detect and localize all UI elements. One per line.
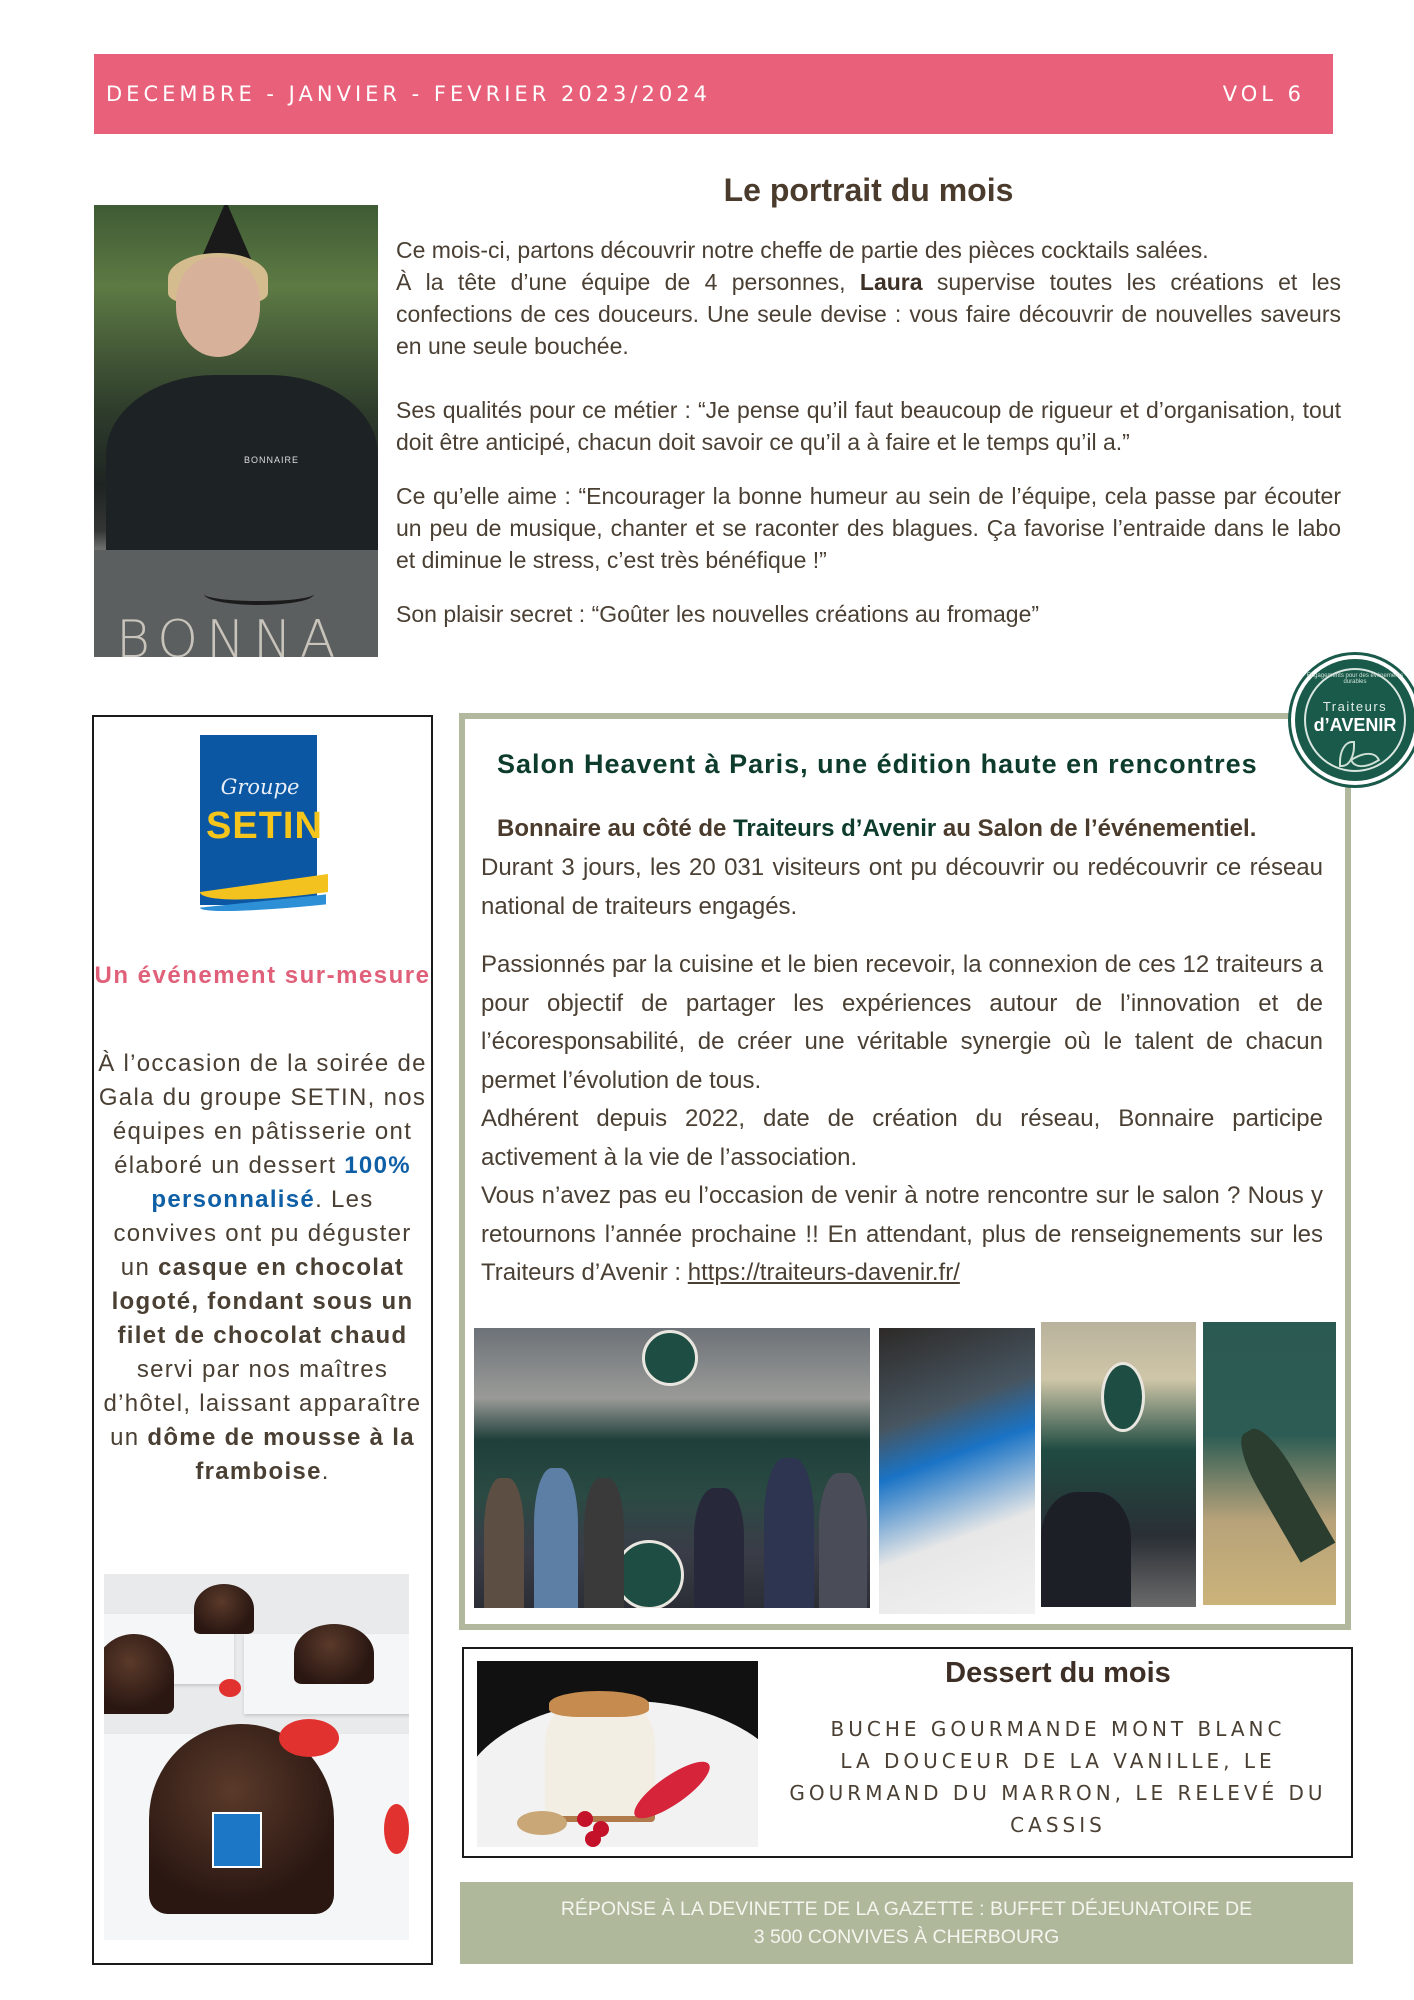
chef-name: Laura bbox=[859, 269, 923, 295]
traiteurs-davenir-link[interactable]: https://traiteurs-davenir.fr/ bbox=[687, 1259, 960, 1286]
traiteurs-davenir-badge bbox=[1295, 659, 1414, 781]
portrait-photo bbox=[94, 205, 378, 657]
portrait-title: Le portrait du mois bbox=[723, 172, 1014, 208]
intro-text-rest: supervise toutes les créations et les confections de ces douceurs. Une seule devise : vous faire découvrir de nouvelles saveurs en une seule bouchée. bbox=[396, 269, 1341, 359]
jacket-logo: BONNAIRE bbox=[244, 455, 300, 465]
bottle-shape bbox=[1231, 1421, 1336, 1562]
logo-groupe-text: Groupe bbox=[220, 775, 300, 799]
person-shape bbox=[584, 1478, 624, 1608]
avenir-sign bbox=[1101, 1362, 1145, 1432]
strawberry bbox=[279, 1719, 339, 1757]
portrait-secret: Son plaisir secret : “Goûter les nouvelles créations au fromage” bbox=[396, 601, 1040, 627]
badge-line2: d’AVENIR bbox=[1313, 715, 1397, 735]
helmet-shape bbox=[104, 1634, 174, 1714]
dessert-description bbox=[764, 1713, 1352, 1841]
badge-line1: Traiteurs bbox=[1322, 699, 1388, 714]
salon-subtitle bbox=[497, 815, 1317, 843]
salon-paragraph: Durant 3 jours, les 20 031 visiteurs ont pu découvrir ou redécouvrir ce réseau national de traiteurs engagés. bbox=[481, 854, 1323, 920]
salon-photo-canapes bbox=[879, 1328, 1035, 1614]
helmet-shape bbox=[194, 1584, 254, 1634]
person-shape bbox=[1041, 1492, 1131, 1607]
setin-highlight: 100% personnalisé bbox=[151, 1152, 411, 1213]
person-shape bbox=[694, 1488, 744, 1608]
subtitle-highlight: Traiteurs d’Avenir bbox=[733, 815, 937, 842]
avenir-sign bbox=[642, 1330, 698, 1386]
groupe-setin-logo bbox=[200, 735, 322, 917]
intro-text: À la tête d’une équipe de 4 personnes, bbox=[396, 269, 860, 295]
setin-text-part: . bbox=[321, 1458, 330, 1485]
dessert-photo bbox=[477, 1661, 758, 1847]
setin-text-part: servi par nos maîtres d’hôtel, laissant apparaître un bbox=[103, 1356, 422, 1451]
salon-body bbox=[481, 849, 1323, 1293]
setin-heading: Un événement sur-mesure bbox=[94, 962, 431, 989]
person-shape bbox=[484, 1478, 524, 1608]
strawberry bbox=[384, 1804, 409, 1854]
setin-bold: casque en chocolat logoté, fondant sous un filet de chocolat chaud bbox=[111, 1254, 414, 1349]
caramel-topping bbox=[549, 1691, 649, 1717]
setin-bold: dôme de mousse à la framboise bbox=[147, 1424, 415, 1485]
setin-text-part: À l’occasion de la soirée de Gala du groupe SETIN, nos équipes en pâtisserie ont élaboré un dessert bbox=[98, 1050, 427, 1179]
salon-title: Salon Heavent à Paris, une édition haute en rencontres bbox=[497, 749, 1258, 779]
dessert-name: BUCHE GOURMANDE MONT BLANC bbox=[830, 1717, 1286, 1741]
riddle-answer-line1: RÉPONSE À LA DEVINETTE DE LA GAZETTE : BUFFET DÉJEUNATOIRE DE bbox=[560, 1898, 1253, 1920]
salon-photo-stand-team bbox=[474, 1328, 870, 1608]
person-shape bbox=[764, 1458, 814, 1608]
salon-photo-champagne bbox=[1203, 1322, 1336, 1605]
portrait-text bbox=[396, 234, 1341, 652]
dessert-title: Dessert du mois bbox=[945, 1657, 1171, 1689]
face-shape bbox=[176, 257, 260, 357]
issue-volume: VOL 6 bbox=[1222, 82, 1305, 106]
salon-photo-stand bbox=[1041, 1322, 1196, 1607]
salon-paragraph: Adhérent depuis 2022, date de création du réseau, Bonnaire participe activement à la vie de l’association. bbox=[481, 1105, 1323, 1171]
salon-paragraph bbox=[481, 1177, 1323, 1293]
issue-period: DECEMBRE - JANVIER - FEVRIER 2023/2024 bbox=[106, 82, 711, 106]
portrait-qualities: Ses qualités pour ce métier : “Je pense qu’il faut beaucoup de rigueur et d’organisation, tout doit être anticipé, chacun doit savoir ce qu’il a à faire et le temps qu’il a.” bbox=[396, 397, 1341, 455]
setin-text bbox=[96, 1047, 429, 1489]
portrait-likes: Ce qu’elle aime : “Encourager la bonne humeur au sein de l’équipe, cela passe par écouter un peu de musique, chanter et se raconter des blagues. Ça favorise l’entraide dans le labo et diminue le stress, c’est très bénéfique !” bbox=[396, 483, 1341, 573]
salon-paragraph-text: Vous n’avez pas eu l’occasion de venir à notre rencontre sur le salon ? Nous y retournons l’année prochaine !! En attendant, plus de renseignements sur les Traiteurs d’Avenir : bbox=[481, 1182, 1323, 1286]
helmet-shape bbox=[294, 1624, 374, 1684]
person-shape bbox=[819, 1473, 867, 1608]
setin-text-part: . Les convives ont pu déguster un bbox=[113, 1186, 412, 1281]
logo-arc bbox=[204, 583, 314, 605]
subtitle-part: au Salon de l’événementiel. bbox=[936, 815, 1257, 842]
setin-event-box bbox=[92, 715, 433, 1965]
subtitle-part: Bonnaire au côté de bbox=[497, 815, 734, 842]
dessert-of-month-box bbox=[462, 1647, 1353, 1858]
riddle-answer-line2: 3 500 CONVIVES À CHERBOURG bbox=[753, 1926, 1060, 1948]
avenir-sign bbox=[614, 1540, 684, 1608]
jacket-shape bbox=[106, 375, 378, 575]
counter-brand-text: BONNA bbox=[116, 610, 344, 657]
logo-setin-text: SETIN bbox=[206, 805, 323, 847]
setin-tag bbox=[212, 1812, 262, 1868]
issue-header bbox=[94, 54, 1333, 134]
salon-paragraph: Passionnés par la cuisine et le bien recevoir, la connexion de ces 12 traiteurs a pour objectif de partager les expériences autour de l’innovation et de l’écoresponsabilité, de créer une véritable synergie où le talent de chacun permet l’évolution de tous. bbox=[481, 951, 1323, 1094]
crumble bbox=[517, 1811, 567, 1835]
badge-arc-text: Engagements pour des événements durables bbox=[1306, 673, 1404, 685]
portrait-intro bbox=[396, 234, 1341, 362]
currant bbox=[585, 1831, 601, 1847]
strawberry bbox=[219, 1679, 241, 1697]
salon-heavent-box bbox=[459, 713, 1351, 1630]
riddle-answer-bar bbox=[460, 1882, 1353, 1964]
person-shape bbox=[534, 1468, 578, 1608]
chocolate-helmet-photo bbox=[104, 1574, 409, 1940]
dessert-tagline: LA DOUCEUR DE LA VANILLE, LE GOURMAND DU MARRON, LE RELEVÉ DU CASSIS bbox=[789, 1749, 1327, 1837]
intro-line: Ce mois-ci, partons découvrir notre cheffe de partie des pièces cocktails salées. bbox=[396, 237, 1209, 263]
currant bbox=[577, 1811, 593, 1827]
